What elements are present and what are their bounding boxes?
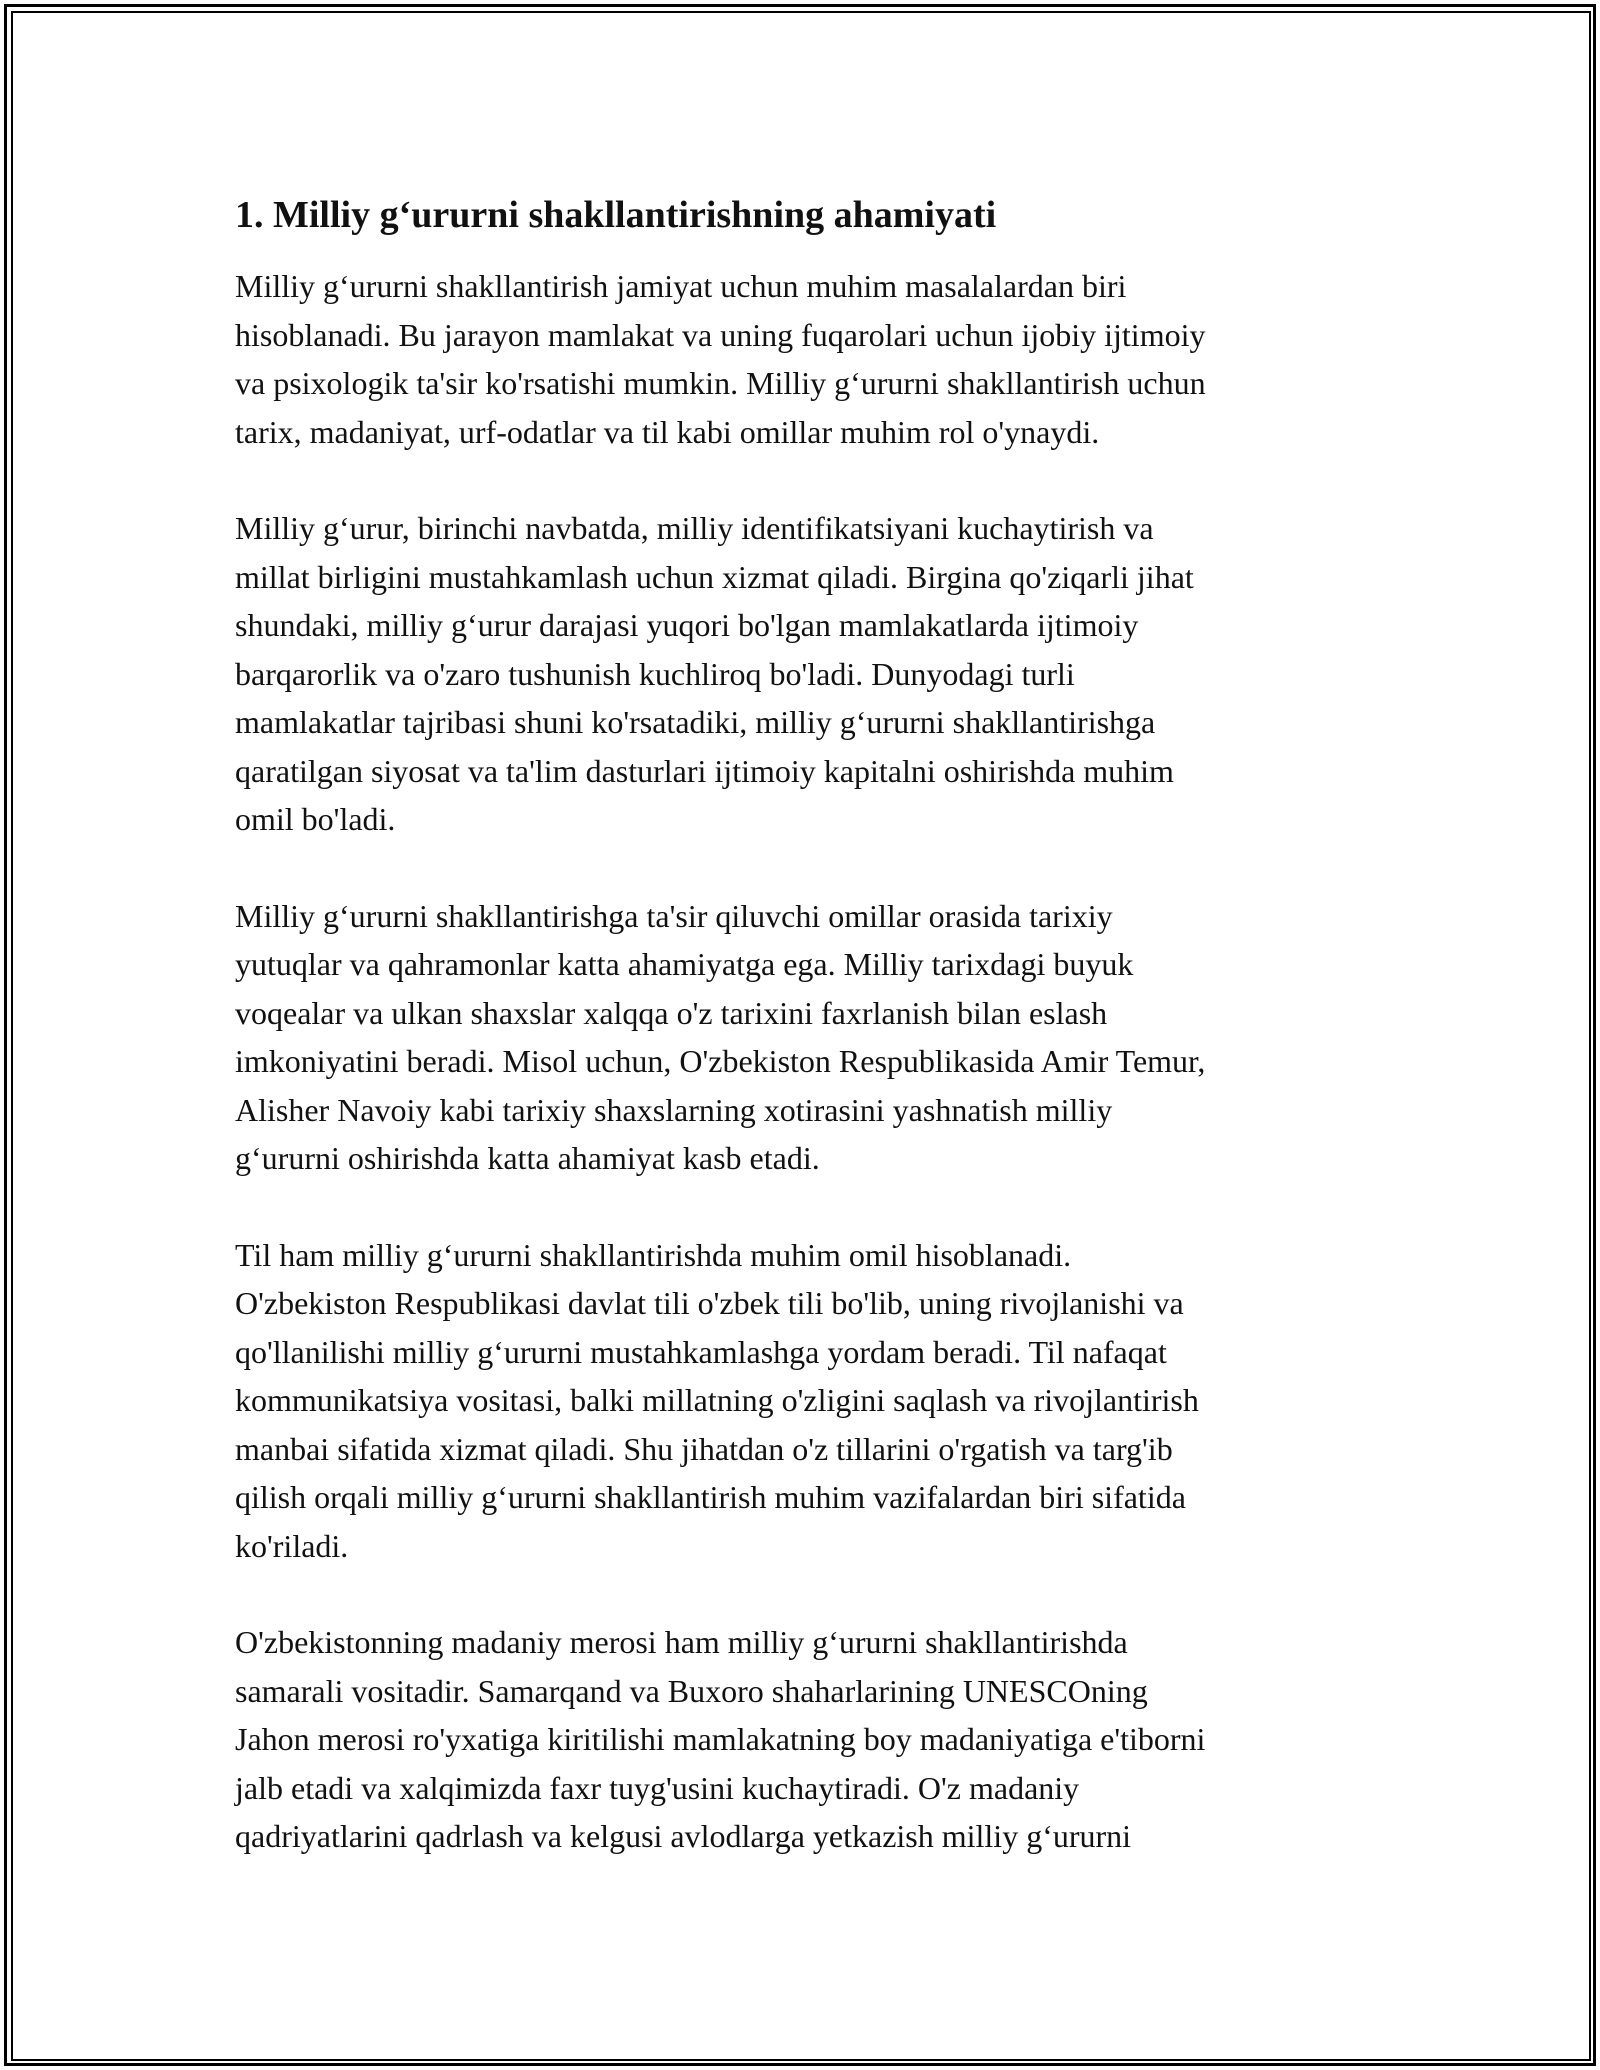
section-heading: 1. Milliy g‘ururni shakllantirishning ahamiyati (235, 194, 997, 236)
text-line: hisoblanadi. Bu jarayon mamlakat va uning fuqarolari uchun ijobiy ijtimoiy (235, 316, 1206, 353)
text-line: g‘ururni oshirishda katta ahamiyat kasb etadi. (235, 1140, 820, 1176)
document-body (235, 190, 1365, 1909)
text-line: kommunikatsiya vositasi, balki millatning o'zligini saqlash va rivojlantirish (235, 1382, 1199, 1418)
text-line: Jahon merosi ro'yxatiga kiritilishi mamlakatning boy madaniyatiga e'tiborni (235, 1721, 1206, 1757)
text-line: manbai sifatida xizmat qiladi. Shu jihatdan o'z tillarini o'rgatish va targ'ib (235, 1430, 1173, 1467)
text-line: omil bo'ladi. (235, 801, 396, 837)
text-line: jalb etadi va xalqimizda faxr tuyg'usini kuchaytiradi. O'z madaniy (235, 1769, 1080, 1806)
text-line: ko'riladi. (235, 1527, 349, 1564)
text-line: imkoniyatini beradi. Misol uchun, O'zbekiston Respublikasida Amir Temur, (235, 1043, 1206, 1079)
text-line: Milliy g‘ururni shakllantirish jamiyat uchun muhim masalalardan biri (235, 268, 1127, 304)
text-line: Til ham milliy g‘ururni shakllantirishda muhim omil hisoblanadi. (235, 1236, 1072, 1273)
text-line: samarali vositadir. Samarqand va Buxoro shaharlarining UNESCOning (235, 1672, 1148, 1709)
text-line: mamlakatlar tajribasi shuni ko'rsatadiki, milliy g‘ururni shakllantirishga (235, 704, 1156, 740)
paragraph-2 (235, 504, 1365, 844)
text-line: millat birligini mustahkamlash uchun xizmat qiladi. Birgina qo'ziqarli jihat (235, 558, 1194, 595)
text-line: shundaki, milliy g‘urur darajasi yuqori bo'lgan mamlakatlarda ijtimoiy (235, 607, 1139, 643)
text-line: O'zbekistonning madaniy merosi ham milliy g‘ururni shakllantirishda (235, 1624, 1128, 1660)
text-line: Milliy g‘urur, birinchi navbatda, milliy identifikatsiyani kuchaytirish va (235, 510, 1154, 546)
paragraph-1 (235, 262, 1365, 456)
text-line: tarix, madaniyat, urf-odatlar va til kabi omillar muhim rol o'ynaydi. (235, 413, 1100, 450)
text-line: va psixologik ta'sir ko'rsatishi mumkin. Milliy g‘ururni shakllantirish uchun (235, 365, 1206, 401)
text-line: qaratilgan siyosat va ta'lim dasturlari ijtimoiy kapitalni oshirishda muhim (235, 752, 1174, 789)
text-line: Alisher Navoiy kabi tarixiy shaxslarning xotirasini yashnatish milliy (235, 1091, 1113, 1128)
text-line: O'zbekiston Respublikasi davlat tili o'zbek tili bo'lib, uning rivojlanishi va (235, 1285, 1184, 1321)
text-line: barqarorlik va o'zaro tushunish kuchliroq bo'ladi. Dunyodagi turli (235, 655, 1075, 692)
text-line: qo'llanilishi milliy g‘ururni mustahkamlashga yordam beradi. Til nafaqat (235, 1333, 1167, 1370)
paragraph-3 (235, 892, 1365, 1183)
paragraph-4 (235, 1231, 1365, 1571)
text-line: Milliy g‘ururni shakllantirishga ta'sir qiluvchi omillar orasida tarixiy (235, 897, 1113, 934)
text-line: yutuqlar va qahramonlar katta ahamiyatga ega. Milliy tarixdagi buyuk (235, 946, 1134, 982)
text-line: qadriyatlarini qadrlash va kelgusi avlodlarga yetkazish milliy g‘ururni (235, 1818, 1132, 1854)
paragraph-5 (235, 1618, 1365, 1861)
text-line: qilish orqali milliy g‘ururni shakllantirish muhim vazifalardan biri sifatida (235, 1479, 1186, 1515)
text-line: voqealar va ulkan shaxslar xalqqa o'z tarixini faxrlanish bilan eslash (235, 994, 1108, 1031)
